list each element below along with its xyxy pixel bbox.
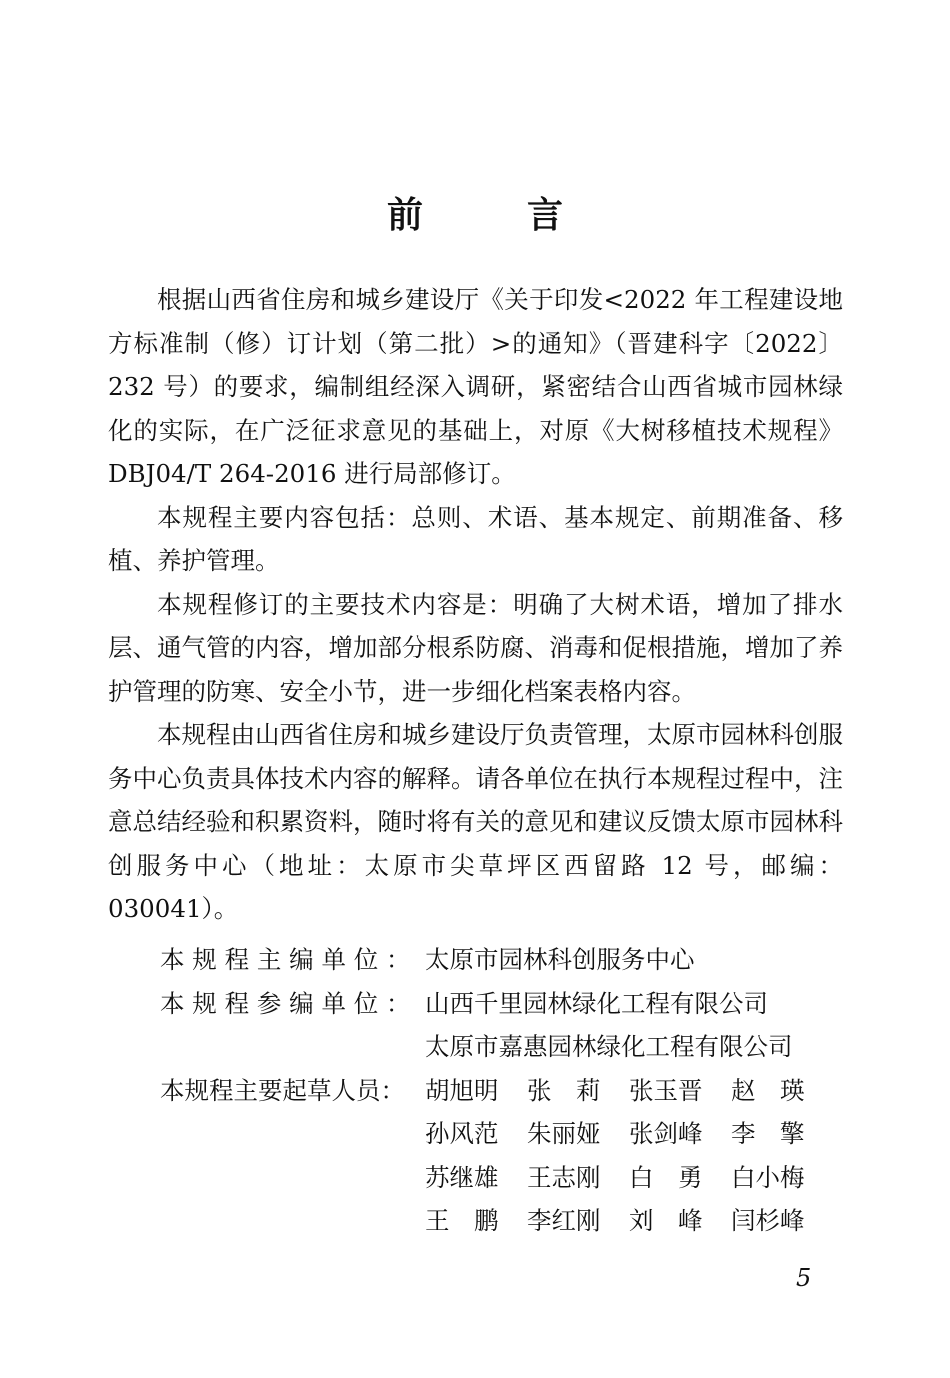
drafters-list	[425, 1069, 860, 1243]
paragraph-management: 本规程由山西省住房和城乡建设厅负责管理，太原市园林科创服务中心负责具体技术内容的解释。请各单位在执行本规程过程中，注意总结经验和积累资料，随时将有关的意见和建议反馈太原市园林科创服务中心（地址：太原市尖草坪区西留路 12 号，邮编：030041）。	[108, 720, 843, 923]
credits-section	[160, 938, 860, 1243]
drafter-name: 张玉晋	[629, 1075, 703, 1105]
chief-editor-row	[160, 938, 860, 982]
drafter-name: 张剑峰	[629, 1119, 703, 1148]
participating-label: 本 规 程 参 编 单 位 ：	[160, 988, 411, 1018]
drafter-name: 李红刚	[527, 1206, 601, 1235]
drafter-name: 张 莉	[527, 1075, 601, 1105]
drafter-row	[425, 1069, 860, 1113]
participating-unit: 太原市嘉惠园林绿化工程有限公司	[425, 1032, 793, 1061]
drafter-name: 胡旭明	[425, 1075, 499, 1105]
paragraph-revisions: 本规程修订的主要技术内容是：明确了大树术语，增加了排水层、通气管的内容，增加部分根系防腐、消毒和促根措施，增加了养护管理的防寒、安全小节，进一步细化档案表格内容。	[108, 589, 843, 706]
participating-row	[160, 982, 860, 1069]
drafter-name: 赵 瑛	[731, 1075, 805, 1105]
drafter-name: 白小梅	[731, 1162, 805, 1192]
drafter-name: 朱丽娅	[527, 1119, 601, 1148]
drafter-name: 苏继雄	[425, 1162, 499, 1192]
paragraph-basis: 根据山西省住房和城乡建设厅《关于印发<2022 年工程建设地方标准制（修）订计划（第二批）>的通知》（晋建科字〔2022〕232 号）的要求，编制组经深入调研，紧密结合山西省城市园林绿化的实际，在广泛征求意见的基础上，对原《大树移植技术规程》DBJ04/T 264-2016 进行局部修订。	[108, 285, 843, 488]
chief-editor-unit: 太原市园林科创服务中心	[425, 945, 695, 974]
drafters-row	[160, 1069, 860, 1243]
drafter-name: 王 鹏	[425, 1206, 499, 1235]
drafter-row	[425, 1199, 860, 1243]
drafter-row	[425, 1156, 860, 1200]
drafter-name: 孙风范	[425, 1119, 499, 1148]
page-title: 前 言	[386, 194, 597, 236]
preface-body	[108, 278, 843, 931]
page-number: 5	[796, 1264, 812, 1292]
drafter-name: 刘 峰	[629, 1206, 703, 1235]
participating-unit: 山西千里园林绿化工程有限公司	[425, 988, 768, 1018]
drafters-label: 本规程主要起草人员：	[160, 1075, 405, 1105]
paragraph-contents: 本规程主要内容包括：总则、术语、基本规定、前期准备、移植、养护管理。	[108, 502, 843, 575]
drafter-name: 闫杉峰	[731, 1206, 805, 1235]
chief-editor-label: 本 规 程 主 编 单 位 ：	[160, 945, 411, 974]
drafter-name: 李 擎	[731, 1119, 805, 1148]
drafter-row	[425, 1112, 860, 1156]
drafter-name: 白 勇	[629, 1162, 703, 1192]
drafter-name: 王志刚	[527, 1162, 601, 1192]
